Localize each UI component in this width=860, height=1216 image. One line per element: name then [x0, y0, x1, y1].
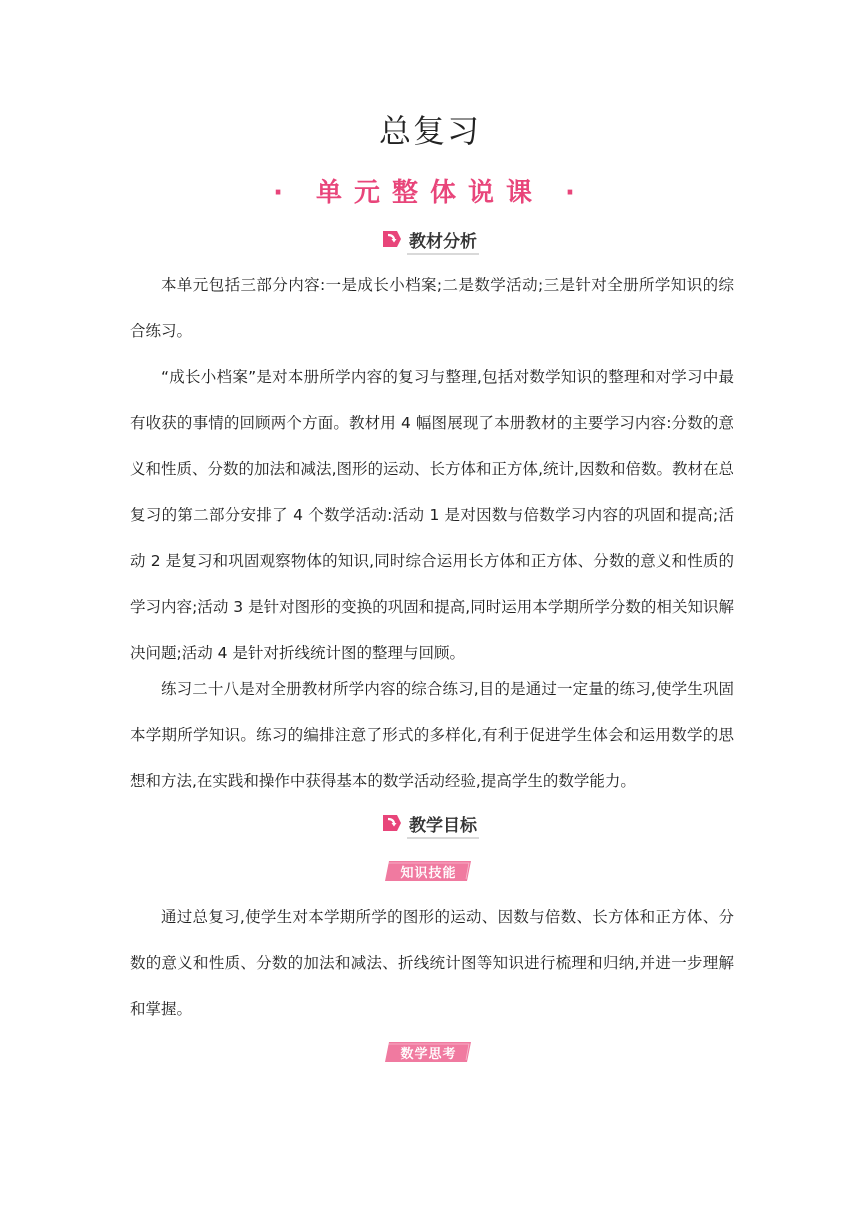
section-marker-icon — [381, 813, 403, 833]
unit-banner: · 单元整体说课 · — [273, 178, 587, 208]
tag-label: 知识技能 — [400, 865, 457, 881]
paragraph-archive: “成长小档案”是对本册所学内容的复习与整理,包括对数学知识的整理和对学习中最有收获的事情的回顾两个方面。教材用 4 幅图展现了本册教材的主要学习内容:分数的意义和性质、分数的加法和减法,图形的运动、长方体和正方体,统计,因数和倍数。教材在总复习的第二部分安排了 4 个数学活动:活动 1 是对因数与倍数学习内容的巩固和提高;活动 2 是复习和巩固观察物体的知识,同时综合运用长方体和正方体、分数的意义和性质的学习内容;活动 3 是针对图形的变换的巩固和提高,同时运用本学期所学分数的相关知识解决问题;活动 4 是针对折线统计图的整理与回顾。 — [130, 368, 734, 662]
paragraph-intro: 本单元包括三部分内容:一是成长小档案;二是数学活动;三是针对全册所学知识的综合练习。 — [130, 276, 734, 340]
section-marker-icon — [381, 229, 403, 249]
paragraph-goals: 通过总复习,使学生对本学期所学的图形的运动、因数与倍数、长方体和正方体、分数的意义和性质、分数的加法和减法、折线统计图等知识进行梳理和归纳,并进一步理解和掌握。 — [130, 908, 734, 1018]
section-heading-analysis — [0, 224, 860, 254]
tag-knowledge-skills — [385, 860, 472, 882]
tag-label: 数学思考 — [400, 1046, 457, 1062]
section-heading-label: 教学目标 — [407, 811, 479, 836]
tag-math-thinking — [385, 1041, 472, 1063]
section-heading-goals — [0, 808, 860, 838]
paragraph-exercise: 练习二十八是对全册教材所学内容的综合练习,目的是通过一定量的练习,使学生巩固本学期所学知识。练习的编排注意了形式的多样化,有利于促进学生体会和运用数学的思想和方法,在实践和操作中获得基本的数学活动经验,提高学生的数学能力。 — [130, 680, 734, 790]
section-heading-label: 教材分析 — [407, 227, 479, 252]
page-title: 总复习 — [378, 112, 481, 150]
